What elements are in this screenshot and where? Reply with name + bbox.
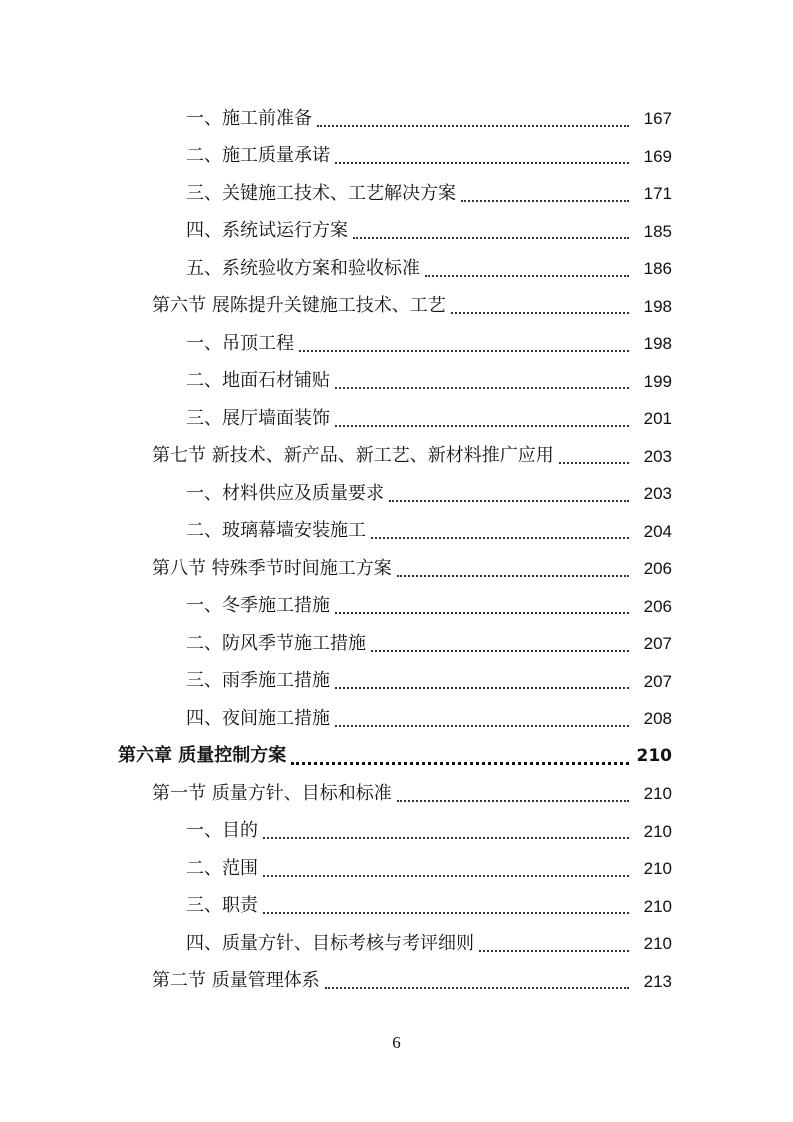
toc-section-entry[interactable] [0, 775, 793, 813]
toc-dot-leader [335, 387, 629, 389]
toc-entry-title: 第二节 质量管理体系 [152, 970, 320, 992]
toc-dot-leader [263, 837, 629, 839]
toc-entry-title: 一、材料供应及质量要求 [186, 482, 384, 504]
toc-subsection-entry[interactable] [0, 213, 793, 251]
toc-entry-page: 210 [643, 896, 672, 916]
toc-entry-title: 三、职责 [186, 895, 258, 917]
toc-entry-title: 一、吊顶工程 [186, 332, 294, 354]
toc-dot-leader [371, 537, 629, 539]
toc-subsection-entry[interactable] [0, 700, 793, 738]
toc-entry-page: 185 [643, 221, 672, 241]
toc-entry-title: 四、质量方针、目标考核与考评细则 [186, 932, 474, 954]
toc-entry-title: 一、施工前准备 [186, 107, 312, 129]
toc-dot-leader [371, 650, 629, 652]
toc-entry-title: 二、防风季节施工措施 [186, 632, 366, 654]
toc-subsection-entry[interactable] [0, 250, 793, 288]
toc-entry-title: 第六节 展陈提升关键施工技术、工艺 [152, 295, 446, 317]
page-number: 6 [392, 1033, 401, 1052]
toc-entry-page: 208 [643, 709, 672, 729]
toc-dot-leader [479, 950, 629, 952]
toc-subsection-entry[interactable] [0, 813, 793, 851]
toc-dot-leader [335, 725, 629, 727]
toc-dot-leader [335, 425, 629, 427]
toc-subsection-entry[interactable] [0, 175, 793, 213]
toc-dot-leader [335, 687, 629, 689]
toc-dot-leader [263, 912, 629, 914]
toc-subsection-entry[interactable] [0, 888, 793, 926]
toc-entry-title: 三、关键施工技术、工艺解决方案 [186, 182, 456, 204]
toc-entry-page: 167 [643, 109, 672, 129]
toc-subsection-entry[interactable] [0, 513, 793, 551]
toc-entry-page: 203 [643, 446, 672, 466]
toc-dot-leader [335, 612, 629, 614]
toc-entry-page: 210 [636, 745, 672, 766]
toc-subsection-entry[interactable] [0, 925, 793, 963]
toc-entry-title: 三、雨季施工措施 [186, 670, 330, 692]
toc-subsection-entry[interactable] [0, 475, 793, 513]
toc-dot-leader [397, 800, 629, 802]
toc-entry-title: 一、冬季施工措施 [186, 595, 330, 617]
toc-subsection-entry[interactable] [0, 588, 793, 626]
toc-subsection-entry[interactable] [0, 850, 793, 888]
toc-dot-leader [461, 200, 629, 202]
toc-entry-page: 199 [643, 371, 672, 391]
toc-entry-page: 210 [643, 821, 672, 841]
table-of-contents [0, 100, 793, 1000]
toc-entry-page: 201 [643, 409, 672, 429]
toc-entry-page: 203 [643, 484, 672, 504]
toc-entry-page: 198 [643, 296, 672, 316]
toc-entry-page: 210 [643, 784, 672, 804]
toc-chapter-entry[interactable] [0, 738, 793, 776]
toc-entry-title: 二、玻璃幕墙安装施工 [186, 520, 366, 542]
toc-entry-page: 186 [643, 259, 672, 279]
toc-section-entry[interactable] [0, 288, 793, 326]
toc-dot-leader [559, 462, 629, 464]
toc-section-entry[interactable] [0, 550, 793, 588]
toc-subsection-entry[interactable] [0, 100, 793, 138]
toc-subsection-entry[interactable] [0, 138, 793, 176]
toc-entry-title: 第一节 质量方针、目标和标准 [152, 782, 392, 804]
toc-dot-leader [263, 875, 629, 877]
toc-entry-title: 三、展厅墙面装饰 [186, 407, 330, 429]
toc-section-entry[interactable] [0, 438, 793, 476]
toc-dot-leader [325, 987, 629, 989]
toc-entry-title: 第七节 新技术、新产品、新工艺、新材料推广应用 [152, 445, 554, 467]
toc-entry-page: 198 [643, 334, 672, 354]
toc-entry-title: 第六章 质量控制方案 [118, 745, 287, 767]
toc-dot-leader [299, 350, 629, 352]
toc-subsection-entry[interactable] [0, 400, 793, 438]
toc-section-entry[interactable] [0, 963, 793, 1001]
toc-subsection-entry[interactable] [0, 625, 793, 663]
toc-dot-leader [353, 237, 629, 239]
toc-dot-leader [397, 575, 629, 577]
toc-entry-page: 207 [643, 634, 672, 654]
toc-dot-leader [291, 762, 629, 765]
toc-dot-leader [389, 500, 629, 502]
toc-entry-page: 206 [643, 596, 672, 616]
toc-entry-page: 213 [643, 971, 672, 991]
toc-dot-leader [335, 162, 629, 164]
toc-entry-page: 206 [643, 559, 672, 579]
toc-entry-title: 第八节 特殊季节时间施工方案 [152, 557, 392, 579]
toc-entry-page: 210 [643, 934, 672, 954]
toc-dot-leader [451, 312, 629, 314]
toc-entry-title: 五、系统验收方案和验收标准 [186, 257, 420, 279]
toc-subsection-entry[interactable] [0, 325, 793, 363]
toc-entry-title: 四、夜间施工措施 [186, 707, 330, 729]
toc-entry-title: 二、地面石材铺贴 [186, 370, 330, 392]
toc-dot-leader [425, 275, 629, 277]
toc-entry-page: 210 [643, 859, 672, 879]
toc-entry-page: 204 [643, 521, 672, 541]
toc-entry-title: 四、系统试运行方案 [186, 220, 348, 242]
toc-subsection-entry[interactable] [0, 663, 793, 701]
toc-entry-page: 169 [643, 146, 672, 166]
toc-subsection-entry[interactable] [0, 363, 793, 401]
toc-entry-page: 171 [643, 184, 672, 204]
toc-entry-title: 二、范围 [186, 857, 258, 879]
toc-entry-page: 207 [643, 671, 672, 691]
toc-entry-title: 一、目的 [186, 820, 258, 842]
toc-entry-title: 二、施工质量承诺 [186, 145, 330, 167]
toc-dot-leader [317, 125, 629, 127]
